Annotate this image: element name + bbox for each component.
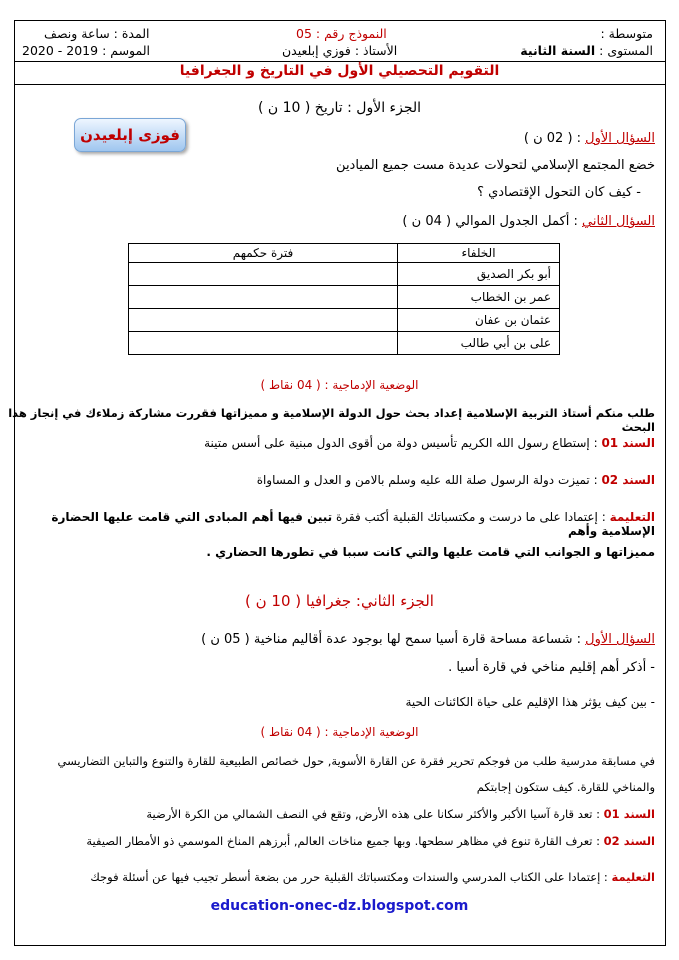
geography-doc2-label: السند 02 xyxy=(603,834,655,848)
model-number: النموذج رقم : 05 xyxy=(296,26,387,41)
caliphs-table xyxy=(128,243,560,355)
caliph-name: على بن أبي طالب xyxy=(398,332,560,355)
geography-situation-line1: في مسابقة مدرسية طلب من فوجكم تحرير فقرة عن القارة الأسوية, حول خصائص الطبيعية للقارة والتنوع والتباين التضاريسي xyxy=(57,754,655,768)
teacher-name: الأستاذ : فوزي إبلعيدن xyxy=(282,43,398,58)
geography-situation-title: الوضعية الإدماجية : ( 04 نقاط ) xyxy=(260,725,419,739)
caliph-name: عمر بن الخطاب xyxy=(398,286,560,309)
history-instruction-text-b: تبين فيها أهم المبادى التي قامت عليها الحضارة الإسلامية وأهم xyxy=(51,510,655,538)
history-q1-heading xyxy=(524,131,655,146)
geography-q1-text: : شساعة مساحة قارة أسيا سمح لها بوجود عدة أقاليم مناخية ( 05 ن ) xyxy=(201,632,582,647)
author-badge: فوزى إبلعيدن xyxy=(74,118,186,152)
geography-doc2 xyxy=(86,834,655,848)
geography-q1-a: - أذكر أهم إقليم مناخي في قارة أسيا . xyxy=(448,660,655,675)
history-q2-heading xyxy=(402,214,655,229)
table-row xyxy=(129,263,560,286)
history-q1-text: خضع المجتمع الإسلامي لتحولات عديدة مست جميع الميادين xyxy=(336,158,655,173)
geography-situation-line2: والمناخي للقارة. كيف ستكون إجابتكم xyxy=(476,780,655,794)
table-header-caliphs: الخلفاء xyxy=(398,244,560,263)
title-divider xyxy=(15,84,665,85)
history-instruction-label: التعليمة xyxy=(609,510,655,524)
season-field: الموسم : 2019 - 2020 xyxy=(22,43,151,58)
table-header-row xyxy=(129,244,560,263)
geography-doc1-label: السند 01 xyxy=(603,807,655,821)
table-row xyxy=(129,332,560,355)
geography-instruction-label: التعليمة xyxy=(611,870,655,884)
duration-field: المدة : ساعة ونصف xyxy=(44,26,150,41)
geography-q1-b: - بين كيف يؤثر هذا الإقليم على حياة الكائنات الحية xyxy=(405,695,655,709)
level-label: المستوى : xyxy=(599,43,653,58)
geography-instruction xyxy=(90,870,655,884)
header-divider xyxy=(15,61,665,62)
history-q1-label: السؤال الأول xyxy=(585,131,655,146)
geography-doc2-text: : تعرف القارة تنوع في مظاهر سطحها. وبها جميع مناخات العالم, أبرزهم المناخ الموسمي ذو الأمطار الصيفية xyxy=(86,834,601,848)
reign-period-cell xyxy=(129,309,398,332)
table-row xyxy=(129,286,560,309)
level-field xyxy=(520,43,653,58)
history-doc2-label: السند 02 xyxy=(601,473,655,487)
reign-period-cell xyxy=(129,263,398,286)
history-situation-text: طلب منكم أستاذ التربية الإسلامية إعداد بحث حول الدولة الإسلامية و مميزاتها فقررت مشاركة زملاءك في إنجاز هذا البحث xyxy=(8,406,655,434)
history-part-title: الجزء الأول : تاريخ ( 10 ن ) xyxy=(257,100,422,116)
caliph-name: أبو بكر الصديق xyxy=(398,263,560,286)
geography-q1 xyxy=(201,632,655,647)
geography-q1-label: السؤال الأول xyxy=(585,632,655,647)
geography-doc1-text: : تعد قارة آسيا الأكبر والأكثر سكانا على هذه الأرض, وتقع في النصف الشمالي من الكرة الأرضية xyxy=(146,807,601,821)
exam-title: التقويم التحصيلي الأول في التاريخ و الجغرافيا xyxy=(179,63,500,79)
level-value: السنة الثانية xyxy=(520,43,596,58)
history-q2-text: : أكمل الجدول الموالي ( 04 ن ) xyxy=(402,214,578,229)
history-q2-label: السؤال الثاني xyxy=(582,214,655,229)
reign-period-cell xyxy=(129,332,398,355)
reign-period-cell xyxy=(129,286,398,309)
history-doc1 xyxy=(204,436,655,450)
history-doc1-text: : إستطاع رسول الله الكريم تأسيس دولة من أقوى الدول مبنية على أسس متينة xyxy=(204,436,598,450)
history-q1-points: : ( 02 ن ) xyxy=(523,131,582,146)
caliph-name: عثمان بن عفان xyxy=(398,309,560,332)
history-doc2-text: : تميزت دولة الرسول صلة الله عليه وسلم بالامن و العدل و المساواة xyxy=(256,473,598,487)
school-field: متوسطة : xyxy=(600,26,653,41)
history-instruction xyxy=(0,510,655,538)
footer-url[interactable]: education-onec-dz.blogspot.com xyxy=(210,898,469,914)
geography-instruction-text: : إعتمادا على الكتاب المدرسي والسندات ومكتسباتك القبلية حرر من بضعة أسطر تجيب فيها عن أسئلة فوجك xyxy=(90,870,608,884)
history-instruction-line2: مميزاتها و الجوانب التي قامت عليها والتي كانت سببا في تطورها الحضاري . xyxy=(206,545,655,559)
table-header-period: فترة حكمهم xyxy=(129,244,398,263)
history-situation-title: الوضعية الإدماجية : ( 04 نقاط ) xyxy=(260,378,419,392)
history-doc1-label: السند 01 xyxy=(601,436,655,450)
history-doc2 xyxy=(257,473,655,487)
geography-part-title: الجزء الثاني: جغرافيا ( 10 ن ) xyxy=(245,592,434,610)
history-instruction-text-a: : إعتمادا على ما درست و مكتسباتك القبلية أكتب فقرة xyxy=(332,510,606,524)
history-q1-question: - كيف كان التحول الإقتصادي ؟ xyxy=(477,185,641,200)
table-row xyxy=(129,309,560,332)
geography-doc1 xyxy=(146,807,655,821)
